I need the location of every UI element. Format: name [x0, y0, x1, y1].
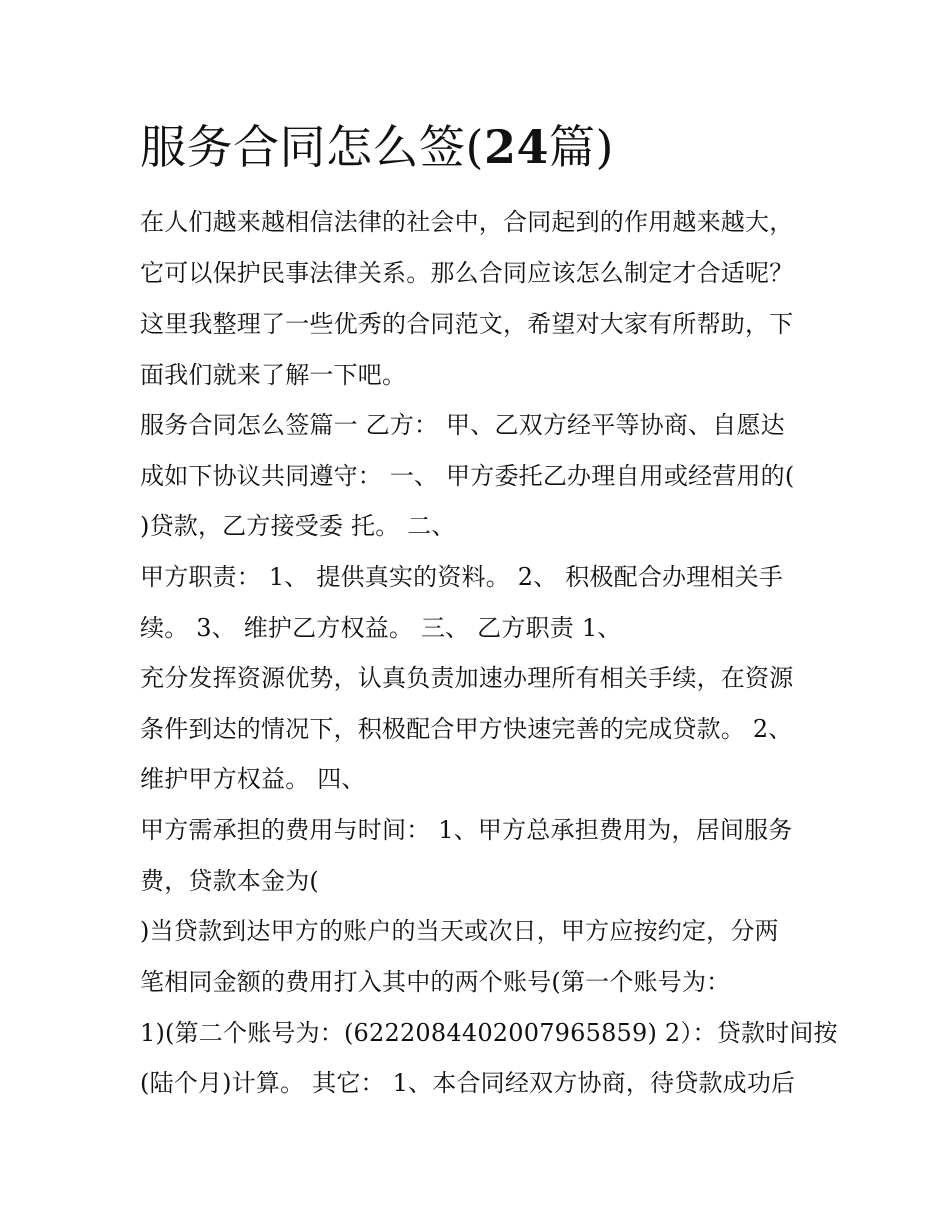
body-line-2: 它可以保护民事法律关系。那么合同应该怎么制定才合适呢？ — [140, 259, 794, 287]
title-suffix: 篇) — [548, 120, 614, 174]
body-line-3: 这里我整理了一些优秀的合同范文，希望对大家有所帮助，下 — [140, 310, 794, 338]
body-line-8: 甲方职责： 1、 提供真实的资料。 2、 积极配合办理相关手 — [140, 563, 784, 591]
body-line-9: 续。 3、 维护乙方权益。 三、 乙方职责 1、 — [140, 614, 622, 642]
body-line-5: 服务合同怎么签篇一 乙方： 甲、乙双方经平等协商、自愿达 — [140, 411, 785, 439]
body-line-14: 费，贷款本金为( — [140, 867, 319, 895]
body-line-1: 在人们越来越相信法律的社会中，合同起到的作用越来越大， — [140, 208, 794, 236]
body-line-10: 充分发挥资源优势，认真负责加速办理所有相关手续，在资源 — [140, 664, 794, 692]
title-number: 24 — [483, 120, 549, 174]
document-title — [140, 118, 614, 176]
body-line-13: 甲方需承担的费用与时间： 1、甲方总承担费用为，居间服务 — [140, 816, 793, 844]
body-line-6: 成如下协议共同遵守： 一、 甲方委托乙办理自用或经营用的( — [140, 462, 795, 490]
title-text: 服务合同怎么签( — [140, 120, 484, 174]
body-line-17: 1)(第二个账号为：(6222084402007965859) 2）：贷款时间按 — [140, 1019, 838, 1047]
body-line-18: (陆个月)计算。 其它： 1、本合同经双方协商，待贷款成功后 — [140, 1069, 796, 1097]
body-line-11: 条件到达的情况下，积极配合甲方快速完善的完成贷款。 2、 — [140, 715, 793, 743]
body-line-16: 笔相同金额的费用打入其中的两个账号(第一个账号为： — [140, 968, 731, 996]
body-line-12: 维护甲方权益。 四、 — [140, 765, 366, 793]
body-line-7: )贷款，乙方接受委 托。 二、 — [140, 512, 456, 540]
body-line-15: )当贷款到达甲方的账户的当天或次日，甲方应按约定，分两 — [140, 917, 779, 945]
body-line-4: 面我们就来了解一下吧。 — [140, 361, 407, 389]
